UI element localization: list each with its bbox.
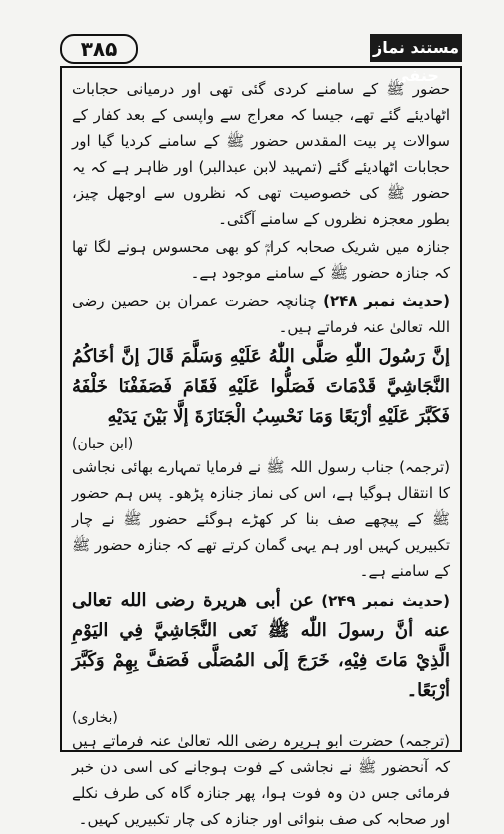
book-title: مستند نماز حنفی [370, 34, 462, 62]
paragraph-2: جنازہ میں شریک صحابہ کرامؓ کو بھی محسوس ہونے لگا تھا کہ جنازہ حضور ﷺ کے سامنے موجود ہے۔ [72, 238, 450, 282]
hadith-2-paragraph [72, 586, 450, 706]
hadith-1-intro: چنانچہ حضرت عمران بن حصین رضی اللہ تعالیٰ عنہ فرماتے ہیں۔ [72, 292, 450, 336]
hadith-1-label: (حدیث نمبر ۲۴۸) [323, 292, 450, 310]
translation-1: (ترجمہ) جناب رسول اللہ ﷺ نے فرمایا تمہارے بھائی نجاشی کا انتقال ہوگیا ہے، اس کی نماز جنازہ پڑھو۔ پس ہم حضور ﷺ کے پیچھے صف بنا کر کھڑے ہوگئے حضور ﷺ نے چار تکبیریں کہیں اور ہم یہی گمان کرتے تھے کہ جنازہ حضور ﷺ کے سامنے ہے۔ [72, 458, 450, 580]
paragraph-1: حضور ﷺ کے سامنے کردی گئی تھی اور درمیانی حجابات اٹھادیئے گئے تھے، جیسا کہ معراج سے واپسی کے بعد کفار کے سوالات پر بیت المقدس حضور ﷺ کے سامنے کردیا گیا اور حجابات اٹھادیئے گئے (تمہید لابن عبدالبر) اور ظاہر ہے کہ یہ حضور ﷺ کی خصوصیت تھی کہ نظروں سے اوجھل چیز، بطور معجزہ نظروں کے سامنے آگئی۔ [72, 80, 450, 228]
source-2: (بخاری) [72, 710, 118, 726]
source-1: (ابن حبان) [72, 436, 134, 452]
page-header [60, 34, 462, 85]
translation-2: (ترجمہ) حضرت ابو ہریرہ رضی اللہ تعالیٰ عنہ فرماتے ہیں کہ آنحضور ﷺ نے نجاشی کے فوت ہوجانے کی اسی دن خبر فرمائی جس دن وہ فوت ہوا، پھر جنازہ گاہ کی طرف نکلے اور صحابہ کی صف بنوائی اور جنازہ کی چار تکبیریں کہیں۔ [72, 732, 450, 828]
text-frame [60, 66, 462, 828]
arabic-hadith-1: إنَّ رَسُولَ اللّٰهِ صَلَّى اللّٰهُ عَلَيْهِ وَسَلَّمَ قَالَ إنَّ أخَاكُمُ النَّجَاشِيَّ قَدْمَاتَ فَصَلُّوا عَلَيْهِ فَقَامَ فَصَفَفْنَا خَلْفَهُ فَكَبَّرَ عَلَيْهِ أرْبَعًا وَمَا نَحْسِبُ الْجَنَازَةَ إلَّا بَيْنَ يَدَيْهِ [72, 346, 450, 427]
arabic-hadith-2: عن أبى هريرة رضى الله تعالى عنه أنَّ رسولَ اللّٰه ﷺ نَعى النَّجَاشِيَّ فِي اليَوْمِ الَّذِيْ مَاتَ فِيْهِ، خَرَجَ إلَى المُصَلَّى فَصَفَّ بِهِمْ وَكَبَّرَ أرْبَعًا۔ [72, 590, 450, 701]
page-number: ۳۸۵ [60, 34, 138, 64]
page-content [72, 76, 450, 834]
hadith-1-intro-paragraph [72, 288, 450, 340]
hadith-2-label: (حدیث نمبر ۲۴۹) [321, 592, 450, 610]
